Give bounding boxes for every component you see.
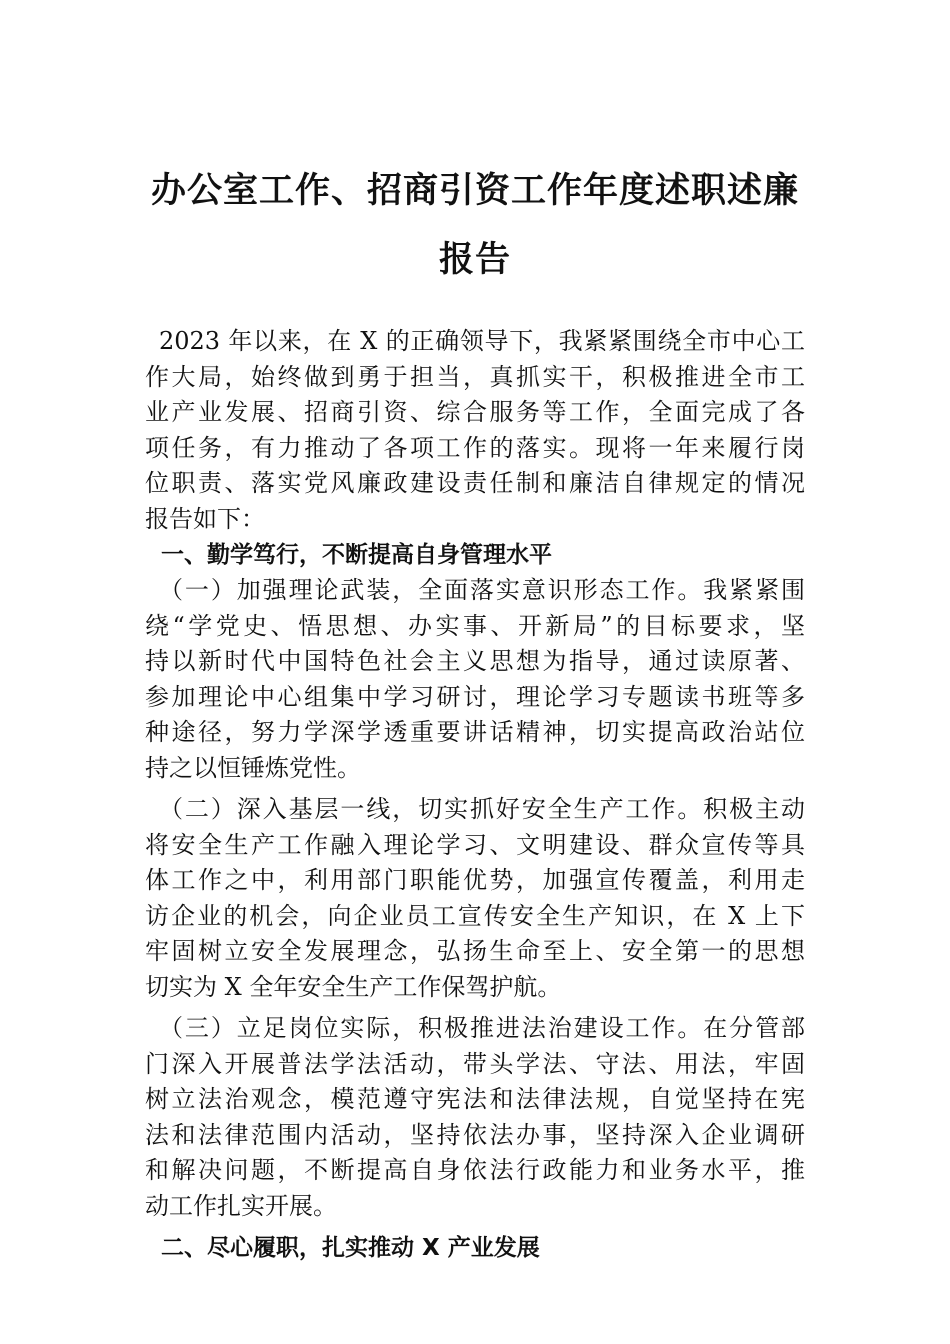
document-body bbox=[145, 324, 805, 1266]
paragraph-3-line: 门深入开展普法学法活动，带头学法、守法、用法，牢固 bbox=[145, 1049, 805, 1078]
paragraph-2-line: 体工作之中，利用部门职能优势，加强宣传覆盖，利用走 bbox=[145, 866, 805, 894]
intro-line: 作大局，始终做到勇于担当，真抓实干，积极推进全市工 bbox=[145, 362, 805, 391]
section-1-heading: 一、勤学笃行，不断提高自身管理水平 bbox=[161, 542, 552, 568]
paragraph-2-line: 访企业的机会，向企业员工宣传安全生产知识，在 X 上下 bbox=[145, 901, 805, 930]
paragraph-1 bbox=[145, 573, 805, 786]
paragraph-2-line: （二）深入基层一线，切实抓好安全生产工作。积极主动 bbox=[159, 795, 805, 823]
document-title-line-2: 报告 bbox=[438, 239, 511, 280]
intro-line: 项任务，有力推动了各项工作的落实。现将一年来履行岗 bbox=[145, 433, 805, 462]
paragraph-1-line: 持以新时代中国特色社会主义思想为指导，通过读原著、 bbox=[145, 647, 805, 675]
intro-line: 报告如下： bbox=[145, 504, 265, 533]
paragraph-1-line: （一）加强理论武装，全面落实意识形态工作。我紧紧围 bbox=[159, 576, 805, 604]
intro-line: 2023 年以来，在 X 的正确领导下，我紧紧围绕全市中心工 bbox=[159, 327, 805, 355]
paragraph-3-line: 法和法律范围内活动，坚持依法办事，坚持深入企业调研 bbox=[145, 1120, 805, 1149]
paragraph-2-line: 切实为 X 全年安全生产工作保驾护航。 bbox=[145, 972, 562, 1001]
section-2-heading: 二、尽心履职，扎实推动 X 产业发展 bbox=[161, 1235, 540, 1261]
paragraph-3-line: 和解决问题，不断提高自身依法行政能力和业务水平，推 bbox=[145, 1156, 805, 1184]
paragraph-2 bbox=[145, 792, 805, 1005]
intro-line: 业产业发展、招商引资、综合服务等工作，全面完成了各 bbox=[145, 398, 805, 426]
document-title-line-1: 办公室工作、招商引资工作年度述职述廉 bbox=[150, 170, 799, 211]
paragraph-1-line: 参加理论中心组集中学习研讨，理论学习专题读书班等多 bbox=[145, 682, 805, 711]
paragraph-1-line: 持之以恒锤炼党性。 bbox=[145, 753, 361, 782]
intro-paragraph bbox=[145, 324, 805, 537]
paragraph-3-line: 动工作扎实开展。 bbox=[145, 1191, 337, 1220]
paragraph-1-line: 种途径，努力学深学透重要讲话精神，切实提高政治站位 bbox=[145, 718, 805, 746]
paragraph-2-line: 牢固树立安全发展理念，弘扬生命至上、安全第一的思想 bbox=[145, 937, 805, 965]
paragraph-3-line: 树立法治观念，模范遵守宪法和法律法规，自觉坚持在宪 bbox=[145, 1085, 805, 1113]
paragraph-3 bbox=[145, 1011, 805, 1224]
paragraph-1-line: 绕“学党史、悟思想、办实事、开新局”的目标要求，坚 bbox=[145, 611, 805, 640]
paragraph-2-line: 将安全生产工作融入理论学习、文明建设、群众宣传等具 bbox=[145, 830, 805, 859]
paragraph-3-line: （三）立足岗位实际，积极推进法治建设工作。在分管部 bbox=[159, 1014, 805, 1042]
intro-line: 位职责、落实党风廉政建设责任制和廉洁自律规定的情况 bbox=[145, 469, 805, 497]
